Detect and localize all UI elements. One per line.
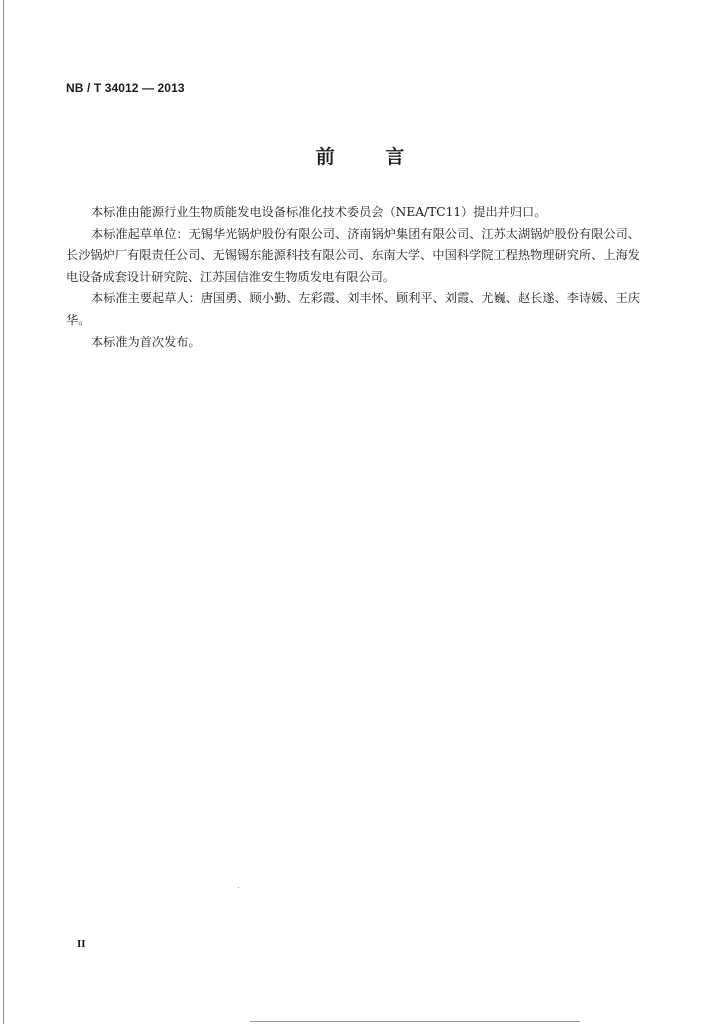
page-bottom-edge [250,1021,580,1022]
scan-speck [238,887,239,888]
paragraph-drafting-units: 本标准起草单位：无锡华光锅炉股份有限公司、济南锅炉集团有限公司、江苏太湖锅炉股份有限公司、长沙锅炉厂有限责任公司、无锡锡东能源科技有限公司、东南大学、中国科学院工程热物理研究所、上海发电设备成套设计研究院、江苏国信淮安生物质发电有限公司。 [66,226,640,284]
page-title: 前 言 [315,146,427,168]
standard-code: NB / T 34012 — 2013 [66,81,185,95]
paragraph-first-release: 本标准为首次发布。 [91,334,201,349]
page-number: II [77,938,86,950]
paragraph-drafters: 本标准主要起草人：唐国勇、顾小勤、左彩霞、刘丰怀、顾利平、刘霞、尤巍、赵长遂、李诗媛、王庆华。 [66,291,640,327]
paragraph-proposal: 本标准由能源行业生物质能发电设备标准化技术委员会（NEA/TC11）提出并归口。 [91,205,547,219]
foreword-body [66,202,640,353]
